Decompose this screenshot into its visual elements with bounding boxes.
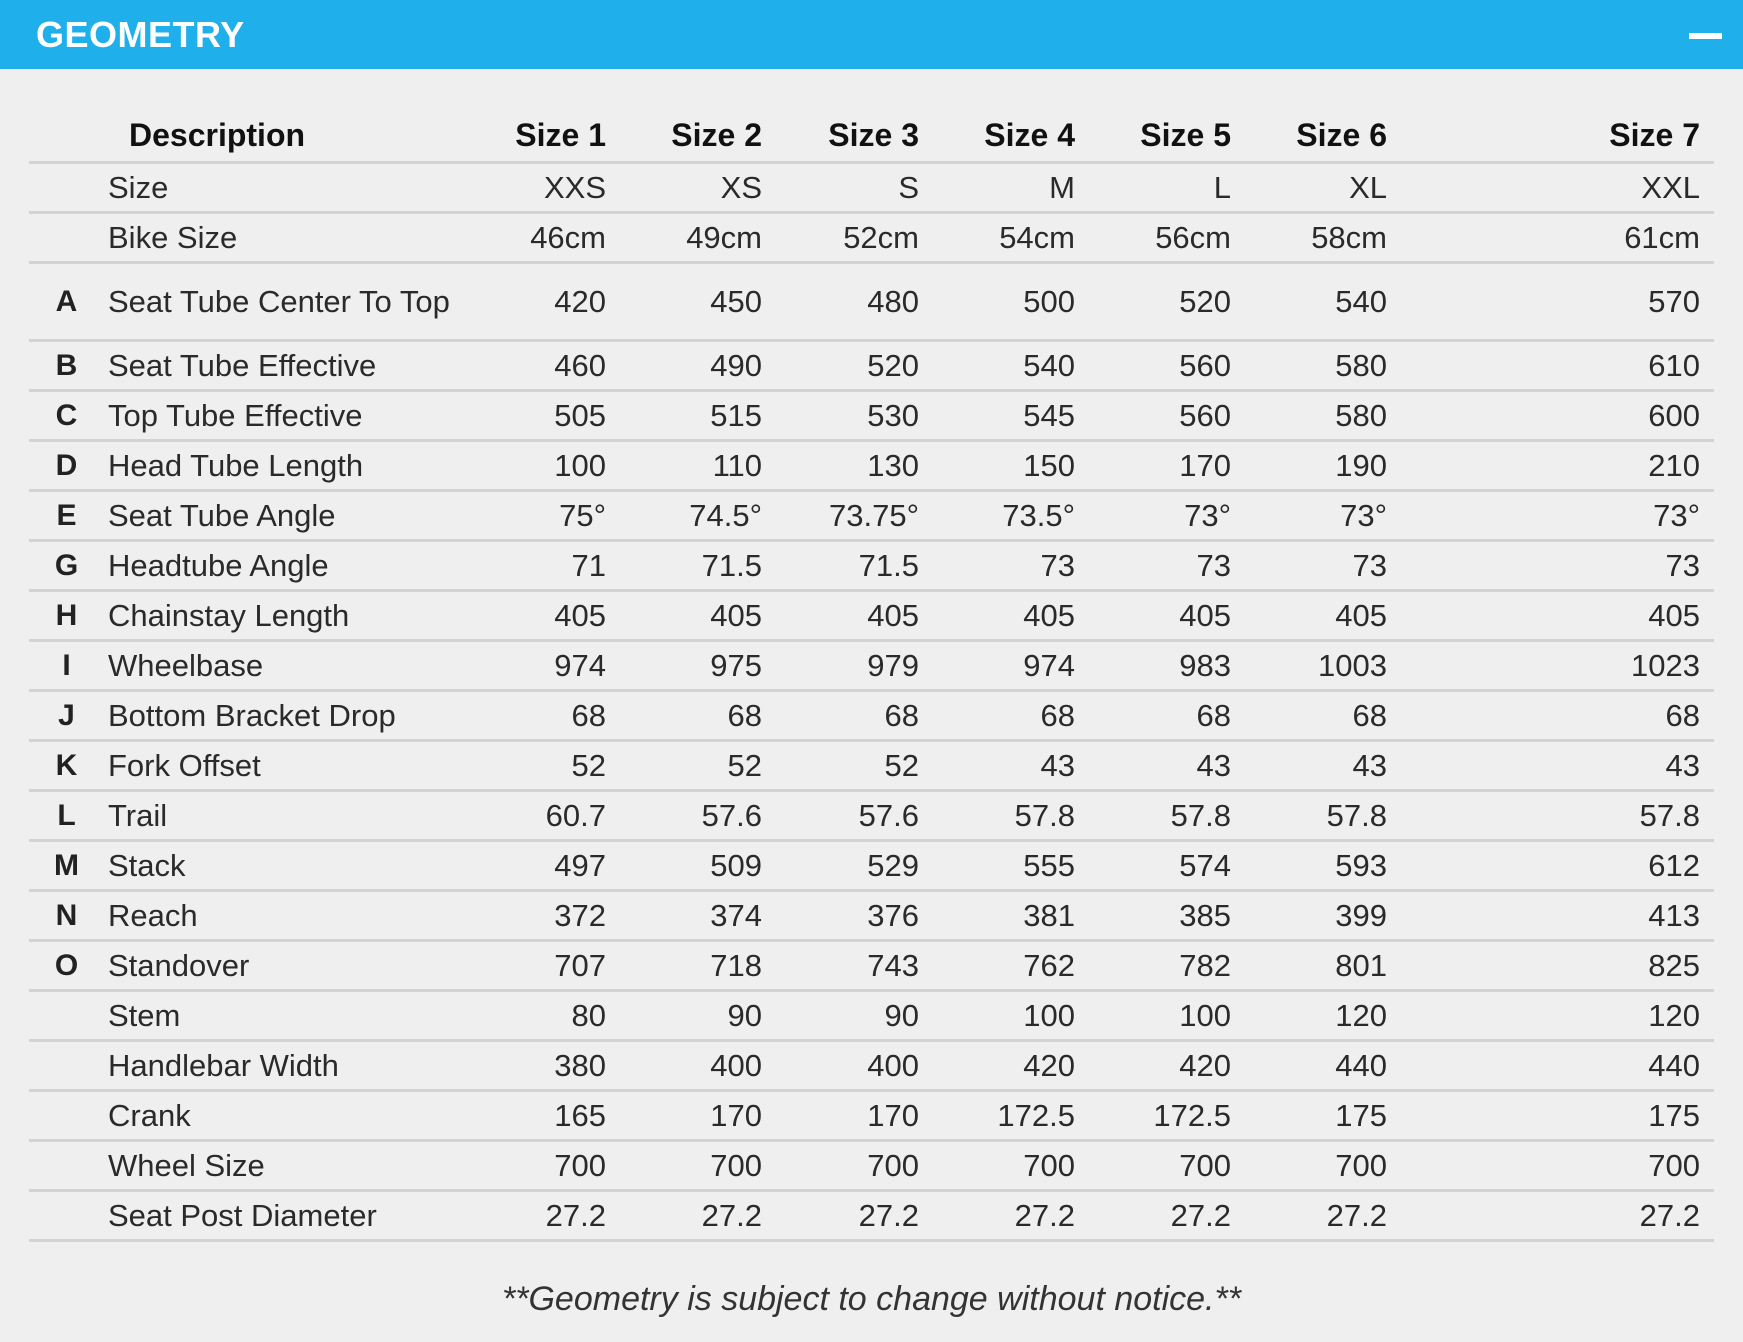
cell-size-2: 509 (620, 841, 776, 891)
cell-size-6: 580 (1245, 341, 1401, 391)
cell-size-1: 460 (464, 341, 620, 391)
column-header-size-7: Size 7 (1401, 110, 1714, 163)
cell-size-4: 545 (933, 391, 1089, 441)
cell-size-4: 172.5 (933, 1091, 1089, 1141)
cell-size-3: 90 (776, 991, 933, 1041)
cell-size-4: M (933, 163, 1089, 213)
row-letter (29, 1141, 104, 1191)
cell-size-1: 71 (464, 541, 620, 591)
row-label: Handlebar Width (104, 1041, 464, 1091)
table-row (29, 741, 1714, 791)
row-label: Seat Post Diameter (104, 1191, 464, 1241)
cell-size-7: 73° (1401, 491, 1714, 541)
cell-size-7: 405 (1401, 591, 1714, 641)
row-letter: E (29, 491, 104, 541)
cell-size-5: 983 (1089, 641, 1245, 691)
cell-size-6: 540 (1245, 263, 1401, 341)
cell-size-4: 500 (933, 263, 1089, 341)
cell-size-1: 68 (464, 691, 620, 741)
cell-size-2: 49cm (620, 213, 776, 263)
row-letter (29, 163, 104, 213)
row-letter (29, 1191, 104, 1241)
row-label: Seat Tube Effective (104, 341, 464, 391)
table-row (29, 263, 1714, 341)
cell-size-5: 520 (1089, 263, 1245, 341)
table-row (29, 1041, 1714, 1091)
cell-size-6: 440 (1245, 1041, 1401, 1091)
cell-size-3: 520 (776, 341, 933, 391)
cell-size-2: 975 (620, 641, 776, 691)
cell-size-4: 54cm (933, 213, 1089, 263)
cell-size-6: 190 (1245, 441, 1401, 491)
cell-size-2: 71.5 (620, 541, 776, 591)
cell-size-1: 380 (464, 1041, 620, 1091)
cell-size-5: 68 (1089, 691, 1245, 741)
table-row (29, 341, 1714, 391)
column-header-size-4: Size 4 (933, 110, 1089, 163)
table-row (29, 441, 1714, 491)
cell-size-7: 825 (1401, 941, 1714, 991)
cell-size-2: 400 (620, 1041, 776, 1091)
cell-size-3: 400 (776, 1041, 933, 1091)
cell-size-5: 73° (1089, 491, 1245, 541)
row-label: Top Tube Effective (104, 391, 464, 441)
row-letter: O (29, 941, 104, 991)
cell-size-6: 68 (1245, 691, 1401, 741)
cell-size-7: 570 (1401, 263, 1714, 341)
cell-size-6: 580 (1245, 391, 1401, 441)
row-label: Head Tube Length (104, 441, 464, 491)
row-label: Trail (104, 791, 464, 841)
cell-size-2: 90 (620, 991, 776, 1041)
cell-size-1: 505 (464, 391, 620, 441)
row-label: Headtube Angle (104, 541, 464, 591)
cell-size-3: 57.6 (776, 791, 933, 841)
cell-size-3: 480 (776, 263, 933, 341)
cell-size-6: 43 (1245, 741, 1401, 791)
cell-size-4: 100 (933, 991, 1089, 1041)
row-label: Seat Tube Angle (104, 491, 464, 541)
cell-size-5: 574 (1089, 841, 1245, 891)
cell-size-6: 73° (1245, 491, 1401, 541)
column-header-size-5: Size 5 (1089, 110, 1245, 163)
cell-size-1: 27.2 (464, 1191, 620, 1241)
column-header-size-2: Size 2 (620, 110, 776, 163)
cell-size-1: 75° (464, 491, 620, 541)
cell-size-2: 374 (620, 891, 776, 941)
cell-size-5: 782 (1089, 941, 1245, 991)
cell-size-7: 43 (1401, 741, 1714, 791)
table-row (29, 213, 1714, 263)
cell-size-4: 73 (933, 541, 1089, 591)
table-row (29, 991, 1714, 1041)
row-letter: G (29, 541, 104, 591)
cell-size-1: 100 (464, 441, 620, 491)
cell-size-7: 440 (1401, 1041, 1714, 1091)
cell-size-5: 73 (1089, 541, 1245, 591)
row-label: Wheelbase (104, 641, 464, 691)
row-label: Wheel Size (104, 1141, 464, 1191)
cell-size-7: 600 (1401, 391, 1714, 441)
cell-size-6: 58cm (1245, 213, 1401, 263)
row-label: Bike Size (104, 213, 464, 263)
column-header-description: Description (29, 110, 464, 163)
row-letter: B (29, 341, 104, 391)
table-row (29, 591, 1714, 641)
cell-size-2: 57.6 (620, 791, 776, 841)
cell-size-3: 130 (776, 441, 933, 491)
cell-size-5: 560 (1089, 341, 1245, 391)
cell-size-2: 110 (620, 441, 776, 491)
cell-size-4: 43 (933, 741, 1089, 791)
row-label: Standover (104, 941, 464, 991)
cell-size-5: 100 (1089, 991, 1245, 1041)
cell-size-4: 150 (933, 441, 1089, 491)
table-row (29, 1141, 1714, 1191)
row-letter: D (29, 441, 104, 491)
row-letter (29, 1041, 104, 1091)
column-header-size-6: Size 6 (1245, 110, 1401, 163)
cell-size-7: 61cm (1401, 213, 1714, 263)
cell-size-7: 1023 (1401, 641, 1714, 691)
cell-size-1: 420 (464, 263, 620, 341)
cell-size-1: 46cm (464, 213, 620, 263)
table-row (29, 791, 1714, 841)
row-letter (29, 991, 104, 1041)
cell-size-6: 801 (1245, 941, 1401, 991)
table-row (29, 641, 1714, 691)
table-row (29, 1191, 1714, 1241)
cell-size-4: 381 (933, 891, 1089, 941)
cell-size-2: 52 (620, 741, 776, 791)
cell-size-6: 27.2 (1245, 1191, 1401, 1241)
cell-size-2: 515 (620, 391, 776, 441)
cell-size-7: 175 (1401, 1091, 1714, 1141)
cell-size-2: 68 (620, 691, 776, 741)
cell-size-7: 73 (1401, 541, 1714, 591)
cell-size-3: 52cm (776, 213, 933, 263)
cell-size-7: XXL (1401, 163, 1714, 213)
row-letter: N (29, 891, 104, 941)
cell-size-6: 593 (1245, 841, 1401, 891)
cell-size-5: 560 (1089, 391, 1245, 441)
cell-size-4: 73.5° (933, 491, 1089, 541)
cell-size-6: 1003 (1245, 641, 1401, 691)
row-label: Stack (104, 841, 464, 891)
row-letter (29, 1091, 104, 1141)
cell-size-5: 170 (1089, 441, 1245, 491)
cell-size-1: 707 (464, 941, 620, 991)
cell-size-2: 700 (620, 1141, 776, 1191)
collapse-button[interactable] (1680, 18, 1724, 52)
cell-size-3: 170 (776, 1091, 933, 1141)
cell-size-2: 405 (620, 591, 776, 641)
cell-size-1: 80 (464, 991, 620, 1041)
table-row (29, 691, 1714, 741)
cell-size-5: 700 (1089, 1141, 1245, 1191)
cell-size-5: 27.2 (1089, 1191, 1245, 1241)
cell-size-1: 165 (464, 1091, 620, 1141)
table-row (29, 391, 1714, 441)
column-header-size-1: Size 1 (464, 110, 620, 163)
cell-size-6: 700 (1245, 1141, 1401, 1191)
column-header-size-3: Size 3 (776, 110, 933, 163)
cell-size-4: 540 (933, 341, 1089, 391)
cell-size-4: 420 (933, 1041, 1089, 1091)
cell-size-3: 52 (776, 741, 933, 791)
cell-size-3: 73.75° (776, 491, 933, 541)
row-label: Bottom Bracket Drop (104, 691, 464, 741)
cell-size-3: 68 (776, 691, 933, 741)
cell-size-5: 420 (1089, 1041, 1245, 1091)
cell-size-1: 700 (464, 1141, 620, 1191)
cell-size-6: 73 (1245, 541, 1401, 591)
cell-size-2: 74.5° (620, 491, 776, 541)
cell-size-1: 974 (464, 641, 620, 691)
cell-size-4: 762 (933, 941, 1089, 991)
row-letter (29, 213, 104, 263)
cell-size-1: 60.7 (464, 791, 620, 841)
cell-size-5: 405 (1089, 591, 1245, 641)
cell-size-3: 979 (776, 641, 933, 691)
cell-size-1: 405 (464, 591, 620, 641)
cell-size-1: 497 (464, 841, 620, 891)
cell-size-4: 68 (933, 691, 1089, 741)
table-row (29, 491, 1714, 541)
cell-size-5: 56cm (1089, 213, 1245, 263)
table-row (29, 941, 1714, 991)
cell-size-7: 27.2 (1401, 1191, 1714, 1241)
cell-size-4: 27.2 (933, 1191, 1089, 1241)
cell-size-1: XXS (464, 163, 620, 213)
row-label: Seat Tube Center To Top (104, 263, 464, 341)
row-letter: K (29, 741, 104, 791)
cell-size-7: 610 (1401, 341, 1714, 391)
row-label: Size (104, 163, 464, 213)
cell-size-6: 405 (1245, 591, 1401, 641)
cell-size-2: 170 (620, 1091, 776, 1141)
geometry-table (29, 110, 1714, 1242)
cell-size-1: 372 (464, 891, 620, 941)
cell-size-5: 43 (1089, 741, 1245, 791)
cell-size-2: 490 (620, 341, 776, 391)
cell-size-2: 718 (620, 941, 776, 991)
cell-size-2: XS (620, 163, 776, 213)
row-letter: L (29, 791, 104, 841)
cell-size-4: 405 (933, 591, 1089, 641)
cell-size-7: 612 (1401, 841, 1714, 891)
table-row (29, 891, 1714, 941)
row-letter: M (29, 841, 104, 891)
cell-size-7: 700 (1401, 1141, 1714, 1191)
table-row (29, 1091, 1714, 1141)
cell-size-5: 385 (1089, 891, 1245, 941)
cell-size-5: 172.5 (1089, 1091, 1245, 1141)
cell-size-3: 529 (776, 841, 933, 891)
table-body (29, 163, 1714, 1241)
minus-icon (1689, 33, 1722, 39)
row-letter: I (29, 641, 104, 691)
cell-size-3: 530 (776, 391, 933, 441)
cell-size-3: 743 (776, 941, 933, 991)
cell-size-3: 376 (776, 891, 933, 941)
table-row (29, 541, 1714, 591)
cell-size-2: 27.2 (620, 1191, 776, 1241)
geometry-header[interactable] (0, 0, 1743, 69)
cell-size-4: 974 (933, 641, 1089, 691)
cell-size-7: 120 (1401, 991, 1714, 1041)
cell-size-3: S (776, 163, 933, 213)
cell-size-4: 555 (933, 841, 1089, 891)
row-label: Fork Offset (104, 741, 464, 791)
cell-size-6: XL (1245, 163, 1401, 213)
row-label: Crank (104, 1091, 464, 1141)
row-label: Stem (104, 991, 464, 1041)
cell-size-5: L (1089, 163, 1245, 213)
cell-size-6: 175 (1245, 1091, 1401, 1141)
cell-size-5: 57.8 (1089, 791, 1245, 841)
cell-size-3: 700 (776, 1141, 933, 1191)
cell-size-6: 399 (1245, 891, 1401, 941)
cell-size-6: 120 (1245, 991, 1401, 1041)
cell-size-6: 57.8 (1245, 791, 1401, 841)
row-letter: C (29, 391, 104, 441)
table-row (29, 841, 1714, 891)
table-header-row (29, 110, 1714, 163)
cell-size-3: 71.5 (776, 541, 933, 591)
cell-size-7: 68 (1401, 691, 1714, 741)
row-letter: H (29, 591, 104, 641)
row-letter: J (29, 691, 104, 741)
cell-size-7: 413 (1401, 891, 1714, 941)
cell-size-7: 57.8 (1401, 791, 1714, 841)
cell-size-2: 450 (620, 263, 776, 341)
cell-size-4: 57.8 (933, 791, 1089, 841)
row-label: Chainstay Length (104, 591, 464, 641)
cell-size-7: 210 (1401, 441, 1714, 491)
cell-size-3: 27.2 (776, 1191, 933, 1241)
disclaimer-note: **Geometry is subject to change without notice.** (502, 1280, 1241, 1318)
section-title: GEOMETRY (36, 14, 245, 55)
row-letter: A (29, 263, 104, 341)
cell-size-4: 700 (933, 1141, 1089, 1191)
table-row (29, 163, 1714, 213)
cell-size-3: 405 (776, 591, 933, 641)
cell-size-1: 52 (464, 741, 620, 791)
row-label: Reach (104, 891, 464, 941)
